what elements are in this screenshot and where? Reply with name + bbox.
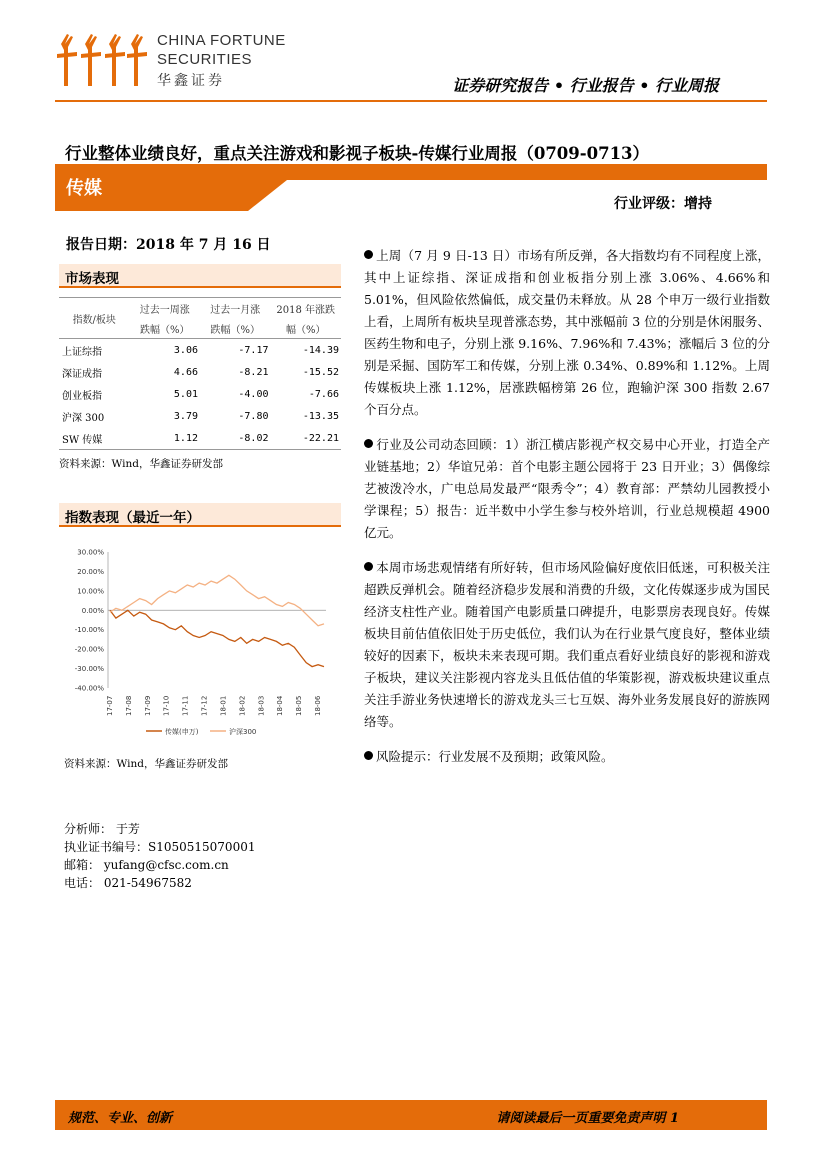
x-tick-label: 17-09	[143, 695, 152, 716]
chart-source: 资料来源：Wind，华鑫证券研发部	[64, 758, 228, 770]
analyst-email: 邮箱： yufang@cfsc.com.cn	[64, 858, 229, 872]
row-name: 深证成指	[62, 368, 102, 380]
report-date: 报告日期：2018 年 7 月 16 日	[66, 237, 271, 253]
analyst-cert: 执业证书编号：S1050515070001	[64, 840, 256, 854]
logo-text-en-line2: SECURITIES	[157, 51, 253, 68]
table-header: 2018 年涨跌	[276, 304, 336, 316]
y-tick-label: -40.00%	[74, 684, 104, 693]
row-name: SW 传媒	[62, 434, 103, 446]
x-tick-label: 17-12	[200, 695, 209, 716]
series-line-1	[110, 610, 324, 666]
analysis-section	[364, 245, 770, 781]
table-row	[59, 405, 341, 427]
report-type: 证券研究报告 • 行业报告 • 行业周报	[452, 76, 719, 95]
analysis-paragraph: 上周（7 月 9 日-13 日）市场有所反弹，各大指数均有不同程度上涨，其中上证综指、深证成指和创业板指分别上涨 3.06%、4.66%和 5.01%，但风险依然偏低，成交量仍未释放。从 28 个申万一级行业指数上看，上周所有板块呈现普涨态势，其中涨幅前 3 位的分别是休闲服务、医药生物和电子，分别上涨 9.16%、7.96%和 7.43%；涨幅后 3 位的分别是采掘、国防军工和传媒，分别上涨 0.34%、0.89%和 1.12%。上周传媒板块上涨 1.12%，居涨跌幅榜第 26 位，跑输沪深 300 指数 2.67 个百分点。	[364, 248, 770, 417]
row-ytd: -7.66	[308, 388, 339, 400]
x-tick-label: 18-06	[314, 695, 322, 716]
row-ytd: -14.39	[302, 344, 339, 356]
row-month: -4.00	[238, 388, 269, 400]
series-line-2	[110, 575, 324, 626]
industry-rating: 行业评级：增持	[614, 196, 712, 212]
row-week: 5.01	[173, 388, 198, 400]
x-tick-label: 18-03	[257, 695, 266, 716]
bullet-icon	[364, 562, 373, 571]
analyst-info	[64, 820, 255, 892]
y-tick-label: 20.00%	[77, 567, 104, 576]
table-row	[59, 427, 341, 450]
row-month: -7.80	[238, 410, 269, 422]
y-tick-label: 0.00%	[81, 606, 104, 615]
row-month: -7.17	[238, 344, 269, 356]
x-tick-label: 17-10	[162, 695, 171, 716]
company-logo	[55, 30, 147, 90]
index-line-chart	[64, 544, 340, 742]
row-week: 3.79	[173, 410, 198, 422]
table-row	[59, 383, 341, 405]
table-header: 过去一月涨	[210, 304, 261, 316]
table-row	[59, 361, 341, 383]
table-row	[59, 339, 341, 362]
row-name: 创业板指	[62, 390, 102, 402]
analysis-paragraph: 本周市场悲观情绪有所好转，但市场风险偏好度依旧低迷，可积极关注超跌反弹机会。随着经济稳步发展和消费的升级，文化传媒逐步成为国民经济支柱性产业。随着国产电影质量口碑提升，电影票房表现良好。传媒板块目前估值依旧处于历史低位，我们认为在行业景气度良好，整体业绩较好的因素下，板块未来表现可期。我们重点看好业绩良好的影视和游戏子板块，建议关注影视内容龙头且低估值的华策影视，游戏板块建议重点关注手游业务快速增长的游戏龙头三七互娱、海外业务发展良好的游族网络等。	[364, 560, 770, 729]
bullet-icon	[364, 439, 373, 448]
analyst-phone: 电话： 021-54967582	[64, 876, 192, 890]
row-week: 1.12	[173, 432, 198, 444]
row-ytd: -15.52	[302, 366, 339, 378]
index-section	[59, 503, 341, 527]
y-tick-label: 30.00%	[77, 548, 104, 557]
sector-label: 传媒	[66, 178, 102, 199]
y-tick-label: -20.00%	[74, 645, 104, 654]
x-tick-label: 18-05	[295, 695, 304, 716]
table-header: 幅（%）	[285, 324, 326, 336]
row-month: -8.02	[238, 432, 269, 444]
x-tick-label: 17-11	[181, 695, 190, 716]
analysis-paragraph: 风险提示：行业发展不及预期；政策风险。	[364, 746, 770, 768]
row-ytd: -13.35	[302, 410, 339, 422]
market-source: 资料来源：Wind，华鑫证券研发部	[59, 458, 223, 470]
x-tick-label: 18-04	[276, 695, 285, 716]
row-name: 上证综指	[62, 346, 102, 358]
market-heading: 市场表现	[59, 264, 341, 288]
row-week: 4.66	[173, 366, 198, 378]
table-header: 指数/板块	[59, 298, 130, 339]
row-name: 沪深 300	[62, 412, 105, 424]
analysis-paragraph: 行业及公司动态回顾：1）浙江横店影视产权交易中心开业，打造全产业链基地；2）华谊兄弟：首个电影主题公园将于 23 日开业；3）偶像综艺被泼冷水，广电总局发最严“限秀令”；4）教育部：严禁幼儿园教授小学课程；5）报告：近半数中小学生参与校外培训，行业总规模超 4900 亿元。	[364, 437, 770, 540]
row-month: -8.21	[238, 366, 269, 378]
row-week: 3.06	[173, 344, 198, 356]
x-tick-label: 17-08	[124, 695, 133, 716]
x-tick-label: 18-02	[238, 695, 247, 716]
table-header: 跌幅（%）	[210, 324, 260, 336]
y-tick-label: -10.00%	[74, 626, 104, 635]
logo-text-cn: 华鑫证券	[157, 73, 225, 89]
table-header: 过去一周涨	[139, 304, 190, 316]
bullet-icon	[364, 250, 373, 259]
market-table	[59, 297, 341, 450]
y-tick-label: -30.00%	[74, 665, 104, 674]
x-tick-label: 17-07	[106, 695, 114, 716]
table-header: 跌幅（%）	[139, 324, 190, 336]
report-title: 行业整体业绩良好，重点关注游戏和影视子板块-传媒行业周报（0709-0713）	[65, 144, 650, 163]
x-tick-label: 18-01	[219, 695, 228, 716]
footer-motto: 规范、专业、创新	[68, 1111, 173, 1126]
legend-label: 沪深300	[229, 728, 257, 736]
bullet-icon	[364, 751, 373, 760]
y-tick-label: 10.00%	[77, 587, 104, 596]
analyst-name: 分析师： 于芳	[64, 822, 140, 836]
header-divider	[55, 100, 767, 102]
footer-disclaimer: 请阅读最后一页重要免责声明 1	[496, 1111, 679, 1126]
legend-label: 传媒(申万)	[165, 728, 199, 736]
logo-text-en-line1: CHINA FORTUNE	[157, 32, 286, 49]
market-section	[59, 264, 341, 471]
index-heading: 指数表现（最近一年）	[59, 503, 341, 527]
row-ytd: -22.21	[302, 432, 339, 444]
